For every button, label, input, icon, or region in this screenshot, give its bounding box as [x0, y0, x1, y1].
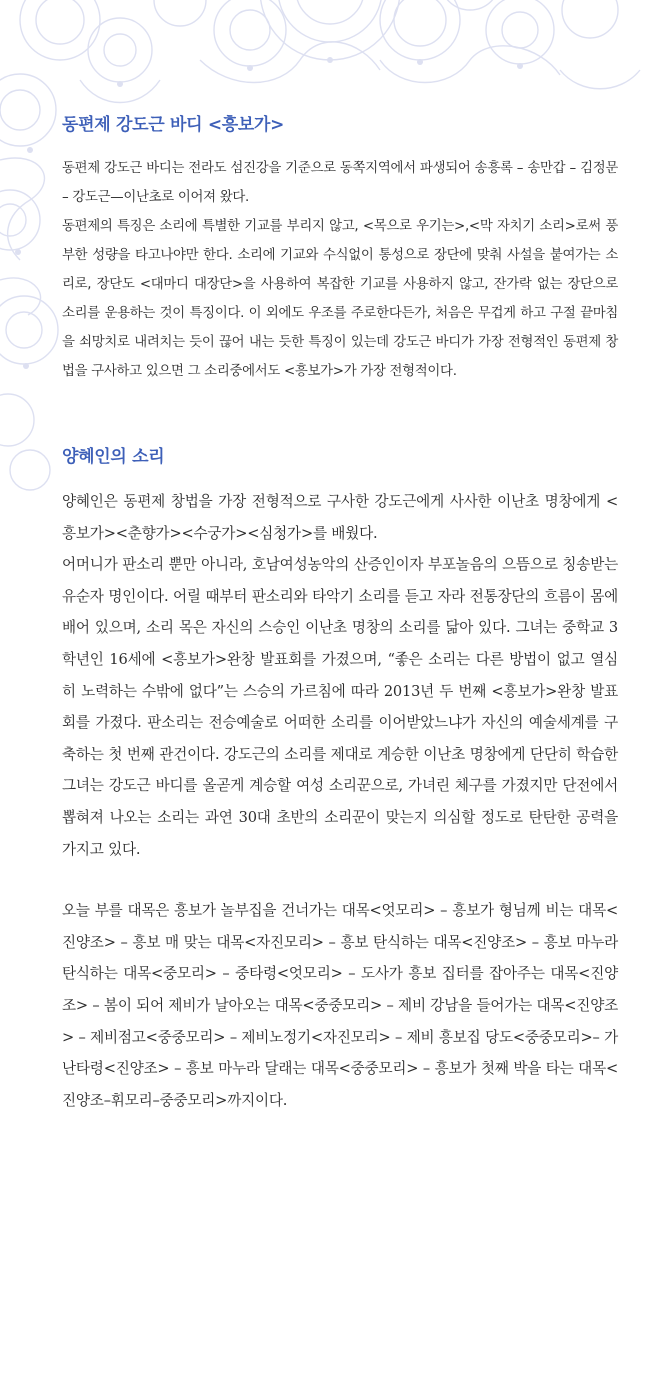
section-gangdogeun-badi — [62, 112, 618, 386]
section-title: 양혜인의 소리 — [62, 447, 165, 467]
section-yanghyein-sori — [62, 444, 618, 1116]
article-content — [62, 112, 618, 1116]
paragraph: 오늘 부를 대목은 흥보가 놀부집을 건너가는 대목<엇모리> – 흥보가 형님께 비는 대목<진양조> – 흥보 매 맞는 대목<자진모리> – 흥보 탄식하는 대목<진양조> – 흥보 마누라 탄식하는 대목<중모리> – 중타령<엇모리> – 도사가 흥보 집터를 잡아주는 대목<진양조> – 봄이 되어 제비가 날아오는 대목<중중모리> – 제비 강남을 들어가는 대목<진양조> – 제비점고<중중모리> – 제비노정기<자진모리> – 제비 흥보집 당도<중중모리>– 가난타령<진양조> – 흥보 마누라 달래는 대목<중중모리> – 흥보가 첫째 박을 타는 대목<진양조–휘모리–중중모리>까지이다. — [62, 902, 618, 1109]
paragraph: 동편제의 특징은 소리에 특별한 기교를 부리지 않고, <목으로 우기는>,<막 자치기 소리>로써 풍부한 성량을 타고나야만 한다. 소리에 기교와 수식없이 통성으로 장단에 맞춰 사설을 붙여가는 소리로, 장단도 <대마디 대장단>을 사용하여 복잡한 기교를 사용하지 않고, 잔가락 없는 장단으로 소리를 운용하는 것이 특징이다. 이 외에도 우조를 주로한다든가, 처음은 무겁게 하고 구절 끝마침을 쇠망치로 내려치는 듯이 끊어 내는 듯한 특징이 있는데 강도근 바디가 가장 전형적인 동편제 창법을 구사하고 있으면 그 소리중에서도 <흥보가>가 가장 전형적이다. — [62, 219, 618, 379]
paragraph: 어머니가 판소리 뿐만 아니라, 호남여성농악의 산증인이자 부포놀음의 으뜸으로 칭송받는 유순자 명인이다. 어릴 때부터 판소리와 타악기 소리를 듣고 자라 전통장단의 흐름이 몸에 배어 있으며, 소리 목은 자신의 스승인 이난초 명창의 소리를 닮아 있다. 그녀는 중학교 3학년인 16세에 <흥보가>완창 발표회를 가졌으며, “좋은 소리는 다른 방법이 없고 열심히 노력하는 수밖에 없다”는 스승의 가르침에 따라 2013년 두 번째 <흥보가>완창 발표회를 가졌다. 판소리는 전승예술로 어떠한 소리를 이어받았느냐가 자신의 예술세계를 구축하는 첫 번째 관건이다. 강도근의 소리를 제대로 계승한 이난초 명창에게 단단히 학습한 그녀는 강도근 바디를 올곧게 계승할 여성 소리꾼으로, 가녀린 체구를 가졌지만 단전에서 뽑혀져 나오는 소리는 과연 30대 초반의 소리꾼이 맞는지 의심할 정도로 탄탄한 공력을 가지고 있다. — [62, 556, 618, 858]
section-title: 동편제 강도근 바디 <흥보가> — [62, 115, 285, 135]
paragraph: 양혜인은 동편제 창법을 가장 전형적으로 구사한 강도근에게 사사한 이난초 명창에게 <흥보가><춘향가><수궁가><심청가>를 배웠다. — [62, 493, 618, 542]
paragraph: 동편제 강도근 바디는 전라도 섬진강을 기준으로 동쪽지역에서 파생되어 송흥록 – 송만갑 – 김정문 – 강도근—이난초로 이어져 왔다. — [62, 161, 618, 205]
